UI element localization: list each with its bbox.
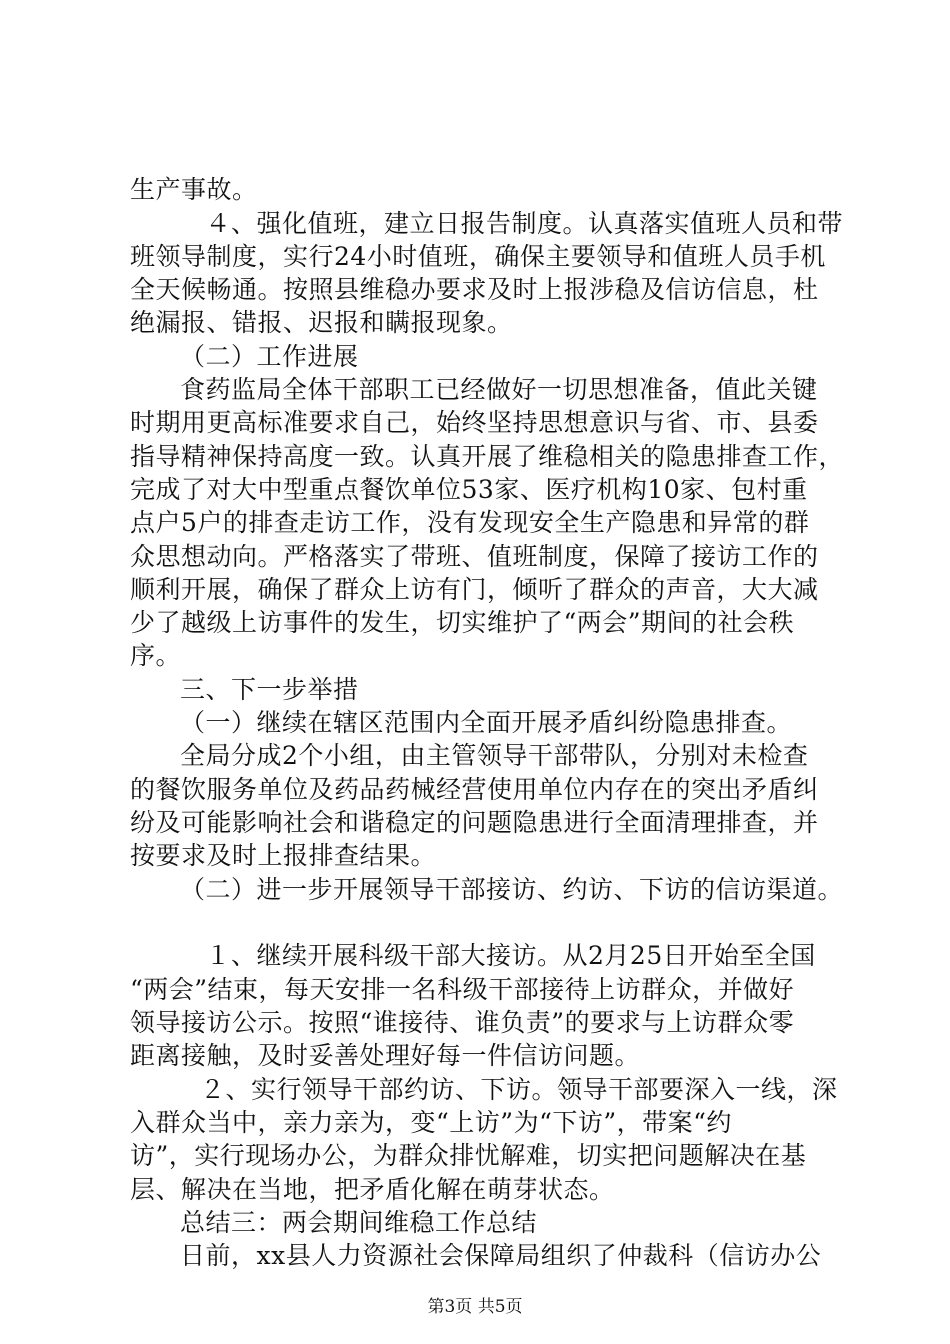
text-line-10: 完成了对大中型重点餐饮单位53家、医疗机构10家、包村重 (130, 475, 808, 504)
text-line-5: 绝漏报、错报、迟报和瞒报现象。 (130, 308, 513, 337)
section-heading-progress: （二）工作进展 (180, 342, 359, 371)
text-line-11: 点户5户的排查走访工作，没有发现安全生产隐患和异常的群 (130, 508, 810, 537)
text-line-2: ４、强化值班，建立日报告制度。认真落实值班人员和带 (180, 209, 844, 238)
text-line-27: ２、实行领导干部约访、下访。领导干部要深入一线，深 (200, 1075, 838, 1104)
text-line-18: 全局分成2个小组，由主管领导干部带队，分别对未检查 (180, 741, 809, 770)
text-line-15: 序。 (130, 641, 182, 670)
text-line-23: １、继续开展科级干部大接访。从2月25日开始至全国 (180, 941, 816, 970)
text-line-4: 全天候畅通。按照县维稳办要求及时上报涉稳及信访信息，杜 (130, 275, 819, 304)
text-line-9: 指导精神保持高度一致。认真开展了维稳相关的隐患排查工作， (130, 442, 845, 471)
section-heading-next-steps: 三、下一步举措 (180, 675, 359, 704)
text-line-1: 生产事故。 (130, 175, 258, 204)
text-line-25: 领导接访公示。按照“谁接待、谁负责”的要求与上访群众零 (130, 1008, 795, 1037)
text-line-13: 顺利开展，确保了群众上访有门，倾听了群众的声音，大大减 (130, 575, 819, 604)
text-line-32: 日前，xx县人力资源社会保障局组织了仲裁科（信访办公 (180, 1241, 822, 1270)
subsection-heading-2: （二）进一步开展领导干部接访、约访、下访的信访渠道。 (180, 875, 844, 904)
text-line-29: 访”，实行现场办公，为群众排忧解难，切实把问题解决在基 (130, 1141, 807, 1170)
text-line-8: 时期用更高标准要求自己，始终坚持思想意识与省、市、县委 (130, 408, 819, 437)
text-line-7: 食药监局全体干部职工已经做好一切思想准备，值此关键 (180, 375, 818, 404)
text-line-21: 按要求及时上报排查结果。 (130, 841, 437, 870)
subsection-heading-1: （一）继续在辖区范围内全面开展矛盾纠纷隐患排查。 (180, 708, 793, 737)
text-line-26: 距离接触，及时妥善处理好每一件信访问题。 (130, 1041, 641, 1070)
text-line-3: 班领导制度，实行24小时值班，确保主要领导和值班人员手机 (130, 242, 826, 271)
text-line-14: 少了越级上访事件的发生，切实维护了“两会”期间的社会秩 (130, 608, 795, 637)
text-line-24: “两会”结束，每天安排一名科级干部接待上访群众，并做好 (130, 975, 795, 1004)
text-line-30: 层、解决在当地，把矛盾化解在萌芽状态。 (130, 1175, 615, 1204)
text-line-28: 入群众当中，亲力亲为，变“上访”为“下访”，带案“约 (130, 1108, 732, 1137)
text-line-19: 的餐饮服务单位及药品药械经营使用单位内存在的突出矛盾纠 (130, 775, 819, 804)
page-number-footer: 第3页 共5页 (427, 1297, 523, 1317)
text-line-12: 众思想动向。严格落实了带班、值班制度，保障了接访工作的 (130, 542, 819, 571)
summary-heading: 总结三：两会期间维稳工作总结 (180, 1208, 538, 1237)
text-line-20: 纷及可能影响社会和谐稳定的问题隐患进行全面清理排查，并 (130, 808, 819, 837)
